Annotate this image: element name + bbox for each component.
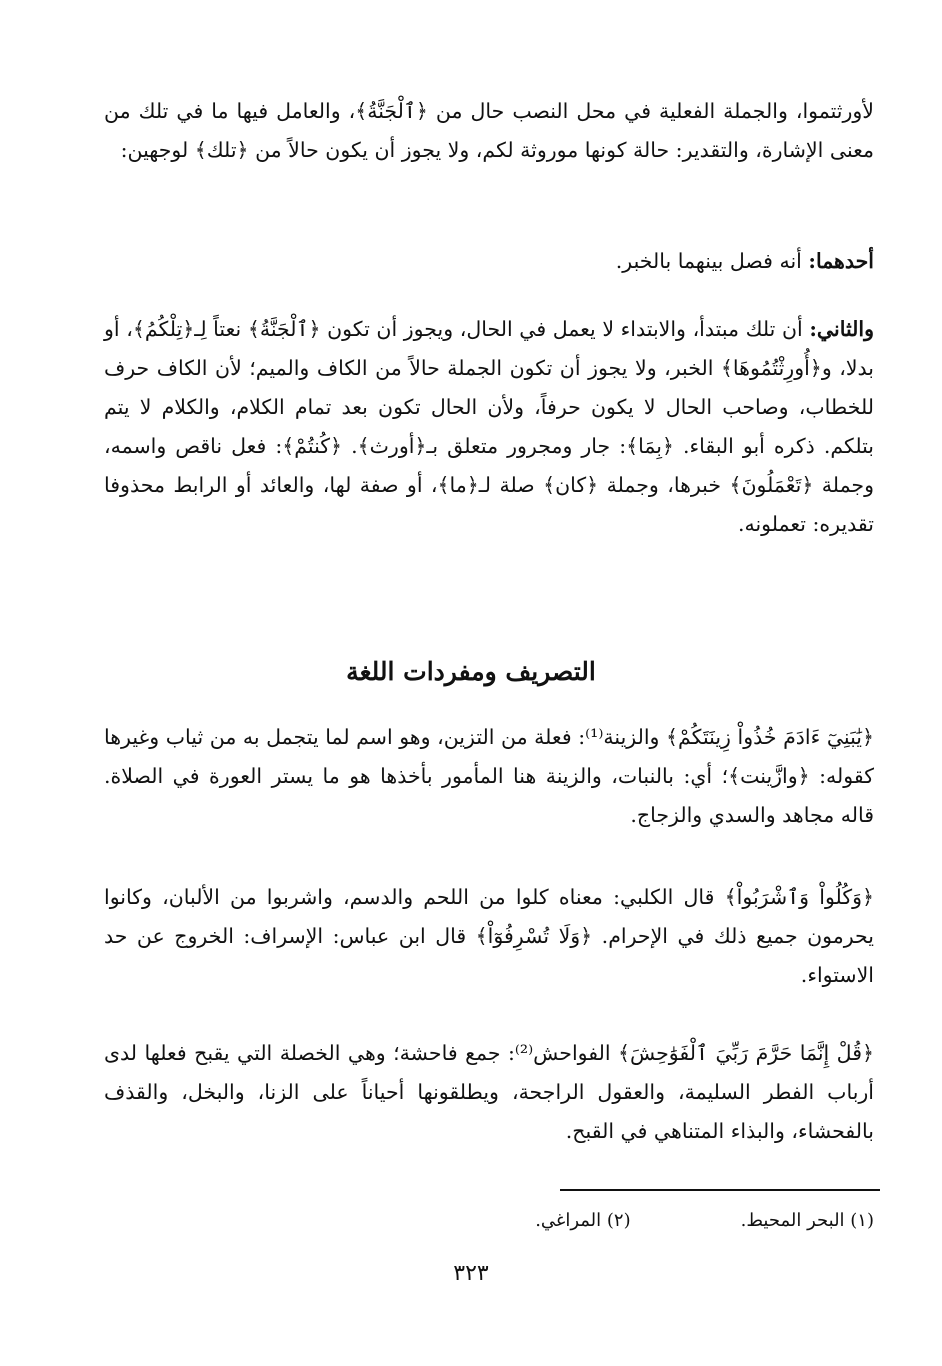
paragraph-5: ﴿وَكُلُواْ وَٱشْرَبُواْ﴾ قال الكلبي: معناه كلوا من اللحم والدسم، واشربوا من الألبان، وكانوا يحرمون جميع ذلك في الإحرام. ﴿وَلَا تُسْرِفُوٓاْ﴾ قال ابن عباس: الإسراف: الخروج عن حد الاستواء. — [104, 885, 874, 987]
paragraph-4: ﴿يَٰبَنِيٓ ءَادَمَ خُذُواْ زِينَتَكُمْ﴾ والزينة⁽¹⁾: فعلة من التزين، وهو اسم لما يتجمل به من ثياب وغيرها كقوله: ﴿وازَّينت﴾؛ أي: بالنبات، والزينة هنا المأمور بأخذها هو ما يستر العورة في الصلاة. قاله مجاهد والسدي والزجاج. — [104, 725, 875, 827]
footnote-2: (٢) المراغي. — [535, 1210, 631, 1231]
paragraph-3 — [104, 310, 874, 544]
paragraph-1: لأورثتموا، والجملة الفعلية في محل النصب حال من ﴿ٱلْجَنَّةُ﴾، والعامل فيها ما في تلك من معنى الإشارة، والتقدير: حالة كونها موروثة لكم، ولا يجوز أن يكون حالاً من ﴿تلك﴾ لوجهين: — [104, 99, 874, 162]
section-heading: التصريف ومفردات اللغة — [346, 657, 596, 686]
paragraph-3-lead: والثاني: — [809, 317, 874, 341]
paragraph-3-text: أن تلك مبتدأ، والابتداء لا يعمل في الحال، ويجوز أن تكون ﴿ٱلْجَنَّةُ﴾ نعتاً لِـ﴿تِلْكُمُ﴾، أو بدلا، و﴿أُورِثْتُمُوهَا﴾ الخبر، ولا يجوز أن تكون الجملة حالاً من الكاف والميم؛ لأن الكاف حرف للخطاب، وصاحب الحال لا يكون حرفاً، ولأن الحال تكون بعد تمام الكلام، والكلام لا يتم بتلكم. ذكره أبو البقاء. ﴿بِمَا﴾: جار ومجرور متعلق بـ﴿أورث﴾. ﴿كُنتُمْ﴾: فعل ناقص واسمه، وجملة ﴿تَعْمَلُونَ﴾ خبرها، وجملة ﴿كان﴾ صلة لـ﴿ما﴾، أو صفة لها، والعائد أو الرابط محذوفا تقديره: تعملونه. — [104, 317, 874, 536]
paragraph-2-text: أنه فصل بينهما بالخبر. — [615, 249, 809, 273]
paragraph-2-lead: أحدهما: — [808, 249, 874, 273]
footnotes — [274, 1206, 874, 1236]
page-number: ٣٢٣ — [453, 1261, 489, 1286]
footnote-1: (١) البحر المحيط. — [740, 1210, 874, 1231]
paragraph-6: ﴿قُلْ إِنَّمَا حَرَّمَ رَبِّيَ ٱلْفَوَٰحِشَ﴾ الفواحش⁽²⁾: جمع فاحشة؛ وهي الخصلة التي يقبح فعلها لدى أرباب الفطر السليمة، والعقول الراجحة، ويطلقونها أحياناً على الزنا، والبخل، والقذف بالفحشاء، والبذاء المتناهي في القبح. — [104, 1041, 874, 1143]
paragraph-2 — [104, 242, 874, 281]
footnote-divider — [560, 1189, 880, 1191]
